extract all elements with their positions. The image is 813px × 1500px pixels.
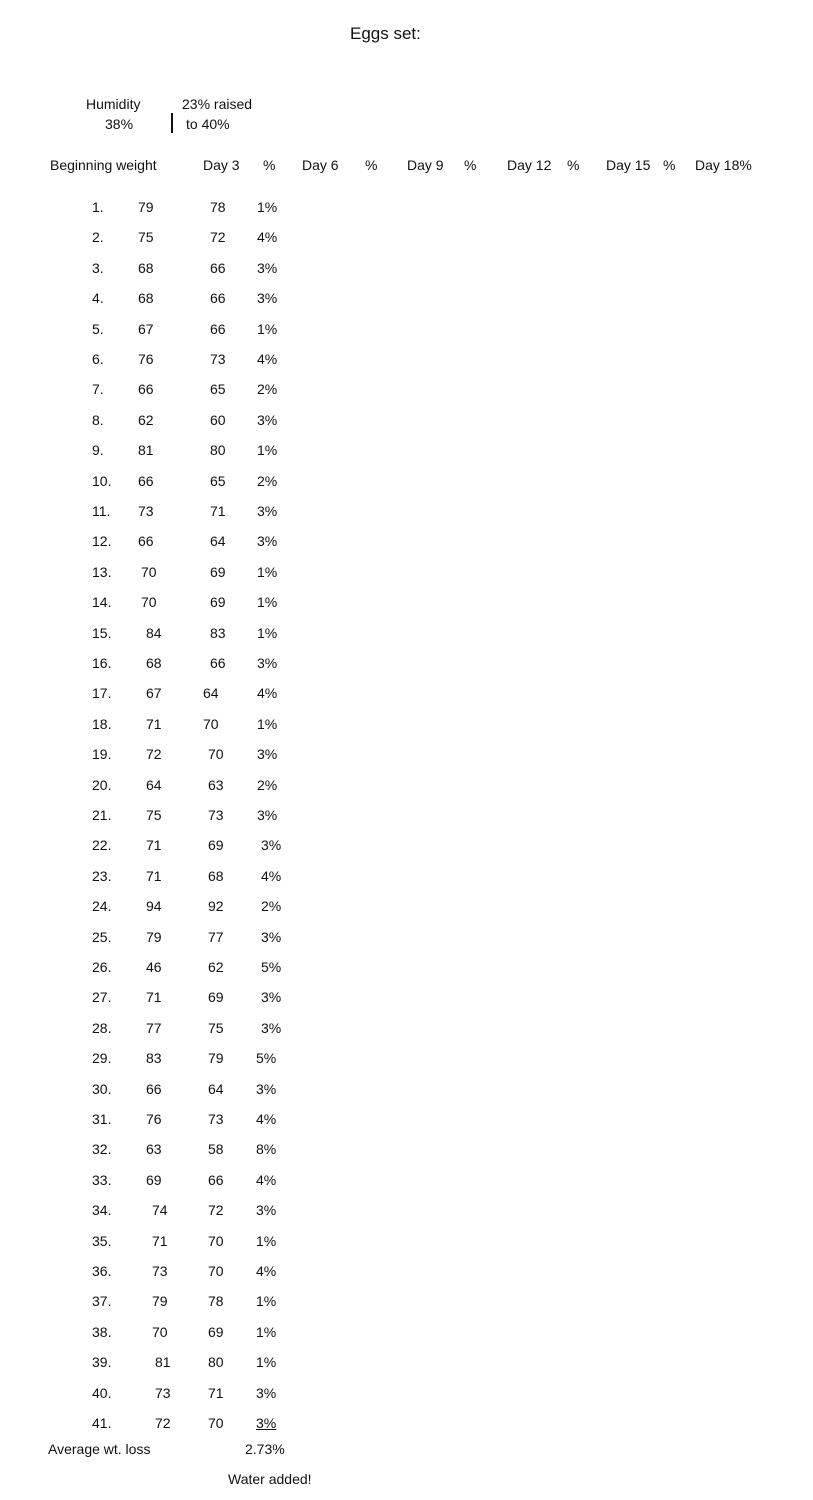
day3-weight: 69 [208,1324,224,1340]
egg-number: 37. [92,1293,112,1309]
egg-number: 4. [92,290,104,306]
day3-percent: 4% [256,1172,277,1188]
day3-weight: 70 [208,1263,224,1279]
day3-weight: 63 [208,777,224,793]
egg-number: 41. [92,1415,112,1431]
day3-percent: 1% [256,1293,277,1309]
day3-percent: 3% [256,1202,277,1218]
beginning-weight: 68 [138,260,154,276]
day3-weight: 73 [208,1111,224,1127]
column-header: Beginning weight [50,157,157,173]
beginning-weight: 79 [152,1293,168,1309]
beginning-weight: 84 [146,625,162,641]
column-header: Day 3 [203,157,240,173]
beginning-weight: 71 [146,868,162,884]
egg-number: 34. [92,1202,112,1218]
egg-number: 36. [92,1263,112,1279]
day3-weight: 73 [210,351,226,367]
day3-weight: 62 [208,959,224,975]
egg-number: 38. [92,1324,112,1340]
column-header: Day 12 [507,157,552,173]
beginning-weight: 75 [146,807,162,823]
egg-number: 39. [92,1354,112,1370]
day3-weight: 64 [210,533,226,549]
egg-number: 7. [92,381,104,397]
day3-percent: 3% [257,655,278,671]
day3-weight: 77 [208,929,224,945]
day3-percent: 2% [257,381,278,397]
day3-weight: 65 [210,381,226,397]
footer-note: Water added! [228,1471,312,1487]
day3-weight: 70 [208,1415,224,1431]
day3-weight: 66 [208,1172,224,1188]
egg-number: 20. [92,777,112,793]
beginning-weight: 79 [146,929,162,945]
beginning-weight: 79 [138,199,154,215]
beginning-weight: 66 [138,381,154,397]
humidity-label: Humidity [86,96,141,112]
day3-percent: 1% [257,625,278,641]
egg-number: 16. [92,655,112,671]
day3-percent: 3% [256,1385,277,1401]
day3-percent: 4% [257,229,278,245]
day3-percent: 3% [257,412,278,428]
column-header: % [663,157,676,173]
beginning-weight: 68 [138,290,154,306]
beginning-weight: 73 [155,1385,171,1401]
day3-weight: 72 [208,1202,224,1218]
day3-percent: 3% [257,290,278,306]
egg-number: 1. [92,199,104,215]
day3-weight: 66 [210,260,226,276]
egg-number: 15. [92,625,112,641]
day3-weight: 58 [208,1141,224,1157]
humidity-value: 38% [105,116,134,132]
beginning-weight: 70 [141,594,157,610]
beginning-weight: 66 [138,533,154,549]
egg-number: 18. [92,716,112,732]
day3-weight: 65 [210,473,226,489]
egg-number: 10. [92,473,112,489]
egg-number: 3. [92,260,104,276]
day3-weight: 73 [208,807,224,823]
day3-percent: 3% [261,989,282,1005]
egg-number: 24. [92,898,112,914]
beginning-weight: 73 [152,1263,168,1279]
day3-weight: 66 [210,321,226,337]
column-header: % [464,157,477,173]
day3-weight: 72 [210,229,226,245]
day3-percent: 3% [256,1415,277,1431]
day3-percent: 3% [261,929,282,945]
beginning-weight: 66 [146,1081,162,1097]
egg-number: 22. [92,837,112,853]
day3-percent: 1% [257,442,278,458]
beginning-weight: 72 [146,746,162,762]
day3-weight: 68 [208,868,224,884]
egg-number: 9. [92,442,104,458]
beginning-weight: 67 [146,685,162,701]
egg-number: 11. [92,503,111,519]
day3-weight: 69 [208,989,224,1005]
average-value: 2.73% [245,1441,285,1457]
day3-weight: 66 [210,655,226,671]
egg-number: 26. [92,959,112,975]
beginning-weight: 64 [146,777,162,793]
beginning-weight: 75 [138,229,154,245]
egg-number: 8. [92,412,104,428]
day3-percent: 3% [257,746,278,762]
day3-percent: 1% [256,1324,277,1340]
day3-percent: 4% [257,685,278,701]
egg-number: 30. [92,1081,112,1097]
day3-percent: 3% [261,1020,282,1036]
day3-weight: 80 [210,442,226,458]
beginning-weight: 69 [146,1172,162,1188]
day3-percent: 3% [261,837,282,853]
column-header: Day 6 [302,157,339,173]
beginning-weight: 71 [152,1233,168,1249]
beginning-weight: 68 [146,655,162,671]
day3-percent: 5% [256,1050,277,1066]
beginning-weight: 46 [146,959,162,975]
day3-weight: 78 [208,1293,224,1309]
day3-percent: 4% [257,351,278,367]
day3-weight: 66 [210,290,226,306]
day3-percent: 2% [261,898,282,914]
day3-percent: 1% [256,1233,277,1249]
column-header: Day 15 [606,157,651,173]
egg-number: 2. [92,229,104,245]
egg-number: 29. [92,1050,112,1066]
beginning-weight: 70 [141,564,157,580]
day3-weight: 92 [208,898,224,914]
egg-number: 21. [92,807,112,823]
day3-percent: 1% [256,1354,277,1370]
beginning-weight: 67 [138,321,154,337]
beginning-weight: 71 [146,837,162,853]
day3-weight: 69 [210,594,226,610]
beginning-weight: 81 [155,1354,171,1370]
beginning-weight: 77 [146,1020,162,1036]
egg-number: 17. [92,685,112,701]
day3-percent: 1% [257,199,278,215]
page-title: Eggs set: [350,24,421,43]
beginning-weight: 73 [138,503,154,519]
day3-percent: 8% [256,1141,277,1157]
egg-number: 40. [92,1385,112,1401]
egg-number: 33. [92,1172,112,1188]
day3-percent: 4% [256,1263,277,1279]
day3-percent: 3% [257,807,278,823]
humidity-note-line2: to 40% [186,116,230,132]
egg-number: 6. [92,351,104,367]
day3-weight: 71 [210,503,226,519]
egg-number: 31. [92,1111,112,1127]
egg-number: 28. [92,1020,112,1036]
egg-number: 13. [92,564,112,580]
day3-percent: 3% [257,260,278,276]
day3-weight: 60 [210,412,226,428]
egg-number: 19. [92,746,112,762]
beginning-weight: 76 [138,351,154,367]
beginning-weight: 62 [138,412,154,428]
day3-percent: 1% [257,594,278,610]
beginning-weight: 94 [146,898,162,914]
egg-number: 27. [92,989,112,1005]
day3-weight: 64 [208,1081,224,1097]
day3-percent: 4% [256,1111,277,1127]
day3-weight: 80 [208,1354,224,1370]
day3-weight: 69 [208,837,224,853]
day3-weight: 64 [203,685,219,701]
egg-number: 25. [92,929,112,945]
day3-percent: 2% [257,777,278,793]
day3-weight: 70 [203,716,219,732]
beginning-weight: 70 [152,1324,168,1340]
day3-percent: 2% [257,473,278,489]
day3-weight: 83 [210,625,226,641]
day3-weight: 70 [208,746,224,762]
beginning-weight: 83 [146,1050,162,1066]
day3-percent: 3% [257,533,278,549]
beginning-weight: 81 [138,442,154,458]
day3-percent: 4% [261,868,282,884]
day3-percent: 3% [257,503,278,519]
egg-number: 12. [92,533,112,549]
egg-number: 35. [92,1233,112,1249]
day3-weight: 78 [210,199,226,215]
day3-weight: 75 [208,1020,224,1036]
day3-weight: 71 [208,1385,224,1401]
day3-percent: 1% [257,564,278,580]
day3-weight: 69 [210,564,226,580]
column-header: Day 9 [407,157,444,173]
egg-number: 23. [92,868,112,884]
column-header: % [365,157,378,173]
day3-percent: 1% [257,716,278,732]
beginning-weight: 72 [155,1415,171,1431]
egg-number: 14. [92,594,112,610]
beginning-weight: 76 [146,1111,162,1127]
humidity-divider [171,113,173,133]
column-header: % [263,157,276,173]
column-header: % [567,157,580,173]
beginning-weight: 74 [152,1202,168,1218]
day3-weight: 70 [208,1233,224,1249]
beginning-weight: 66 [138,473,154,489]
day3-percent: 1% [257,321,278,337]
average-label: Average wt. loss [48,1441,151,1457]
day3-weight: 79 [208,1050,224,1066]
egg-number: 32. [92,1141,112,1157]
egg-number: 5. [92,321,104,337]
day3-percent: 3% [256,1081,277,1097]
beginning-weight: 71 [146,989,162,1005]
beginning-weight: 63 [146,1141,162,1157]
column-header: Day 18% [695,157,752,173]
humidity-note-line1: 23% raised [182,96,253,112]
day3-percent: 5% [261,959,282,975]
beginning-weight: 71 [146,716,162,732]
